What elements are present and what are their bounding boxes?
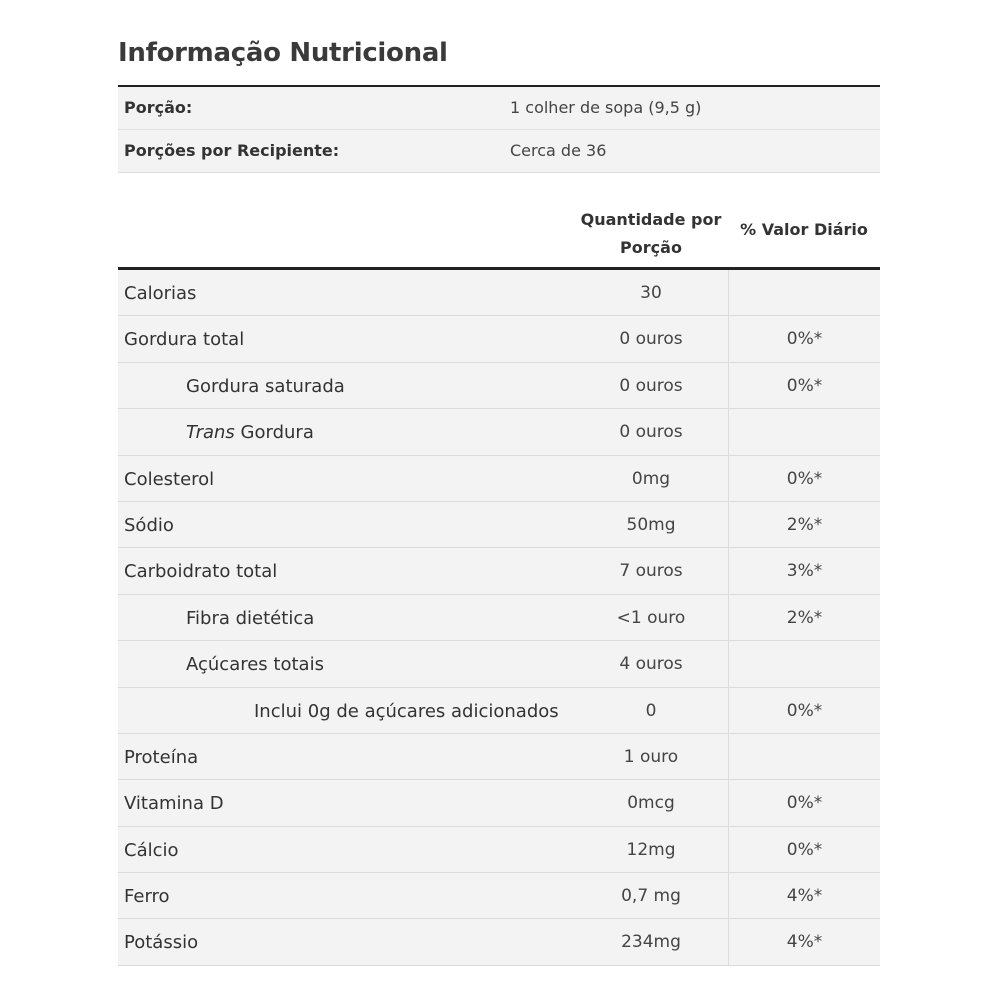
nutrient-amount: 30 xyxy=(640,283,662,303)
nutrient-daily-value: 3%* xyxy=(728,548,880,593)
nutrient-name: Potássio xyxy=(124,932,199,954)
trans-italic-label: Trans xyxy=(186,422,235,444)
nutrient-row xyxy=(118,688,880,734)
nutrient-amount: <1 ouro xyxy=(616,607,686,628)
nutrient-amount: 7 ouros xyxy=(619,561,683,582)
nutrient-row xyxy=(118,919,880,965)
daily-value-header: % Valor Diário xyxy=(740,220,868,239)
trans-fat-label: Gordura xyxy=(234,422,314,444)
nutrient-name: Ferro xyxy=(124,886,170,908)
nutrient-daily-value xyxy=(728,409,880,454)
nutrient-amount: 4 ouros xyxy=(619,654,683,675)
nutrient-name: Vitamina D xyxy=(124,793,224,815)
nutrient-daily-value: 4%* xyxy=(728,919,880,964)
nutrient-daily-value: 2%* xyxy=(728,595,880,640)
nutrient-row xyxy=(118,595,880,641)
amount-header-line1: Quantidade por xyxy=(580,210,722,229)
nutrient-amount: 0mcg xyxy=(627,793,675,814)
nutrient-row xyxy=(118,641,880,687)
servings-per-container-label: Porções por Recipiente: xyxy=(124,141,340,160)
nutrient-name: Inclui 0g de açúcares adicionados xyxy=(254,700,559,722)
nutrient-name: Calorias xyxy=(124,283,197,304)
nutrient-daily-value: 0%* xyxy=(728,456,880,501)
nutrient-amount: 0 ouros xyxy=(619,329,683,350)
nutrient-name: Fibra dietética xyxy=(186,607,315,629)
serving-size-value: 1 colher de sopa (9,5 g) xyxy=(510,98,702,117)
nutrient-daily-value: 4%* xyxy=(728,873,880,918)
nutrient-name: Açúcares totais xyxy=(186,654,324,676)
page-title: Informação Nutricional xyxy=(118,38,448,68)
nutrient-row xyxy=(118,270,880,316)
nutrient-name: Gordura saturada xyxy=(186,375,345,397)
nutrient-name: Sódio xyxy=(124,514,174,536)
nutrient-row xyxy=(118,409,880,455)
nutrient-name: Cálcio xyxy=(124,839,179,861)
nutrient-name: Colesterol xyxy=(124,468,215,490)
nutrient-daily-value xyxy=(728,734,880,779)
amount-header-line2: Porção xyxy=(620,238,682,257)
nutrient-row xyxy=(118,827,880,873)
nutrient-row xyxy=(118,780,880,826)
nutrient-amount: 234mg xyxy=(621,932,681,953)
nutrient-daily-value xyxy=(728,641,880,686)
serving-info-table xyxy=(118,85,880,173)
nutrient-amount: 1 ouro xyxy=(623,746,679,767)
nutrient-row xyxy=(118,316,880,362)
servings-per-container-value: Cerca de 36 xyxy=(510,141,607,160)
nutrient-row xyxy=(118,873,880,919)
nutrient-row xyxy=(118,363,880,409)
nutrient-row xyxy=(118,502,880,548)
serving-size-label: Porção: xyxy=(124,98,193,117)
nutrient-daily-value: 2%* xyxy=(728,502,880,547)
amount-per-serving-header xyxy=(578,206,724,262)
nutrient-row xyxy=(118,548,880,594)
nutrient-amount: 0 ouros xyxy=(619,375,683,396)
nutrient-name: Proteína xyxy=(124,746,199,768)
nutrient-amount: 0 xyxy=(645,700,657,721)
nutrient-row xyxy=(118,734,880,780)
nutrient-daily-value xyxy=(728,270,880,315)
nutrient-daily-value: 0%* xyxy=(728,363,880,408)
nutrient-name xyxy=(186,422,314,443)
nutrient-row xyxy=(118,456,880,502)
nutrient-daily-value: 0%* xyxy=(728,316,880,361)
nutrient-amount: 0mg xyxy=(631,468,671,489)
nutrition-table-header xyxy=(118,198,880,270)
servings-per-container-row xyxy=(118,130,880,173)
nutrient-amount: 50mg xyxy=(626,514,676,535)
nutrient-daily-value: 0%* xyxy=(728,780,880,825)
nutrient-amount: 0,7 mg xyxy=(621,886,681,907)
nutrient-daily-value: 0%* xyxy=(728,827,880,872)
nutrient-name: Gordura total xyxy=(124,329,245,351)
nutrient-daily-value: 0%* xyxy=(728,688,880,733)
nutrition-table xyxy=(118,198,880,966)
nutrient-amount: 0 ouros xyxy=(619,422,683,443)
nutrient-amount: 12mg xyxy=(626,839,676,860)
serving-size-row xyxy=(118,87,880,130)
nutrient-name: Carboidrato total xyxy=(124,561,278,583)
